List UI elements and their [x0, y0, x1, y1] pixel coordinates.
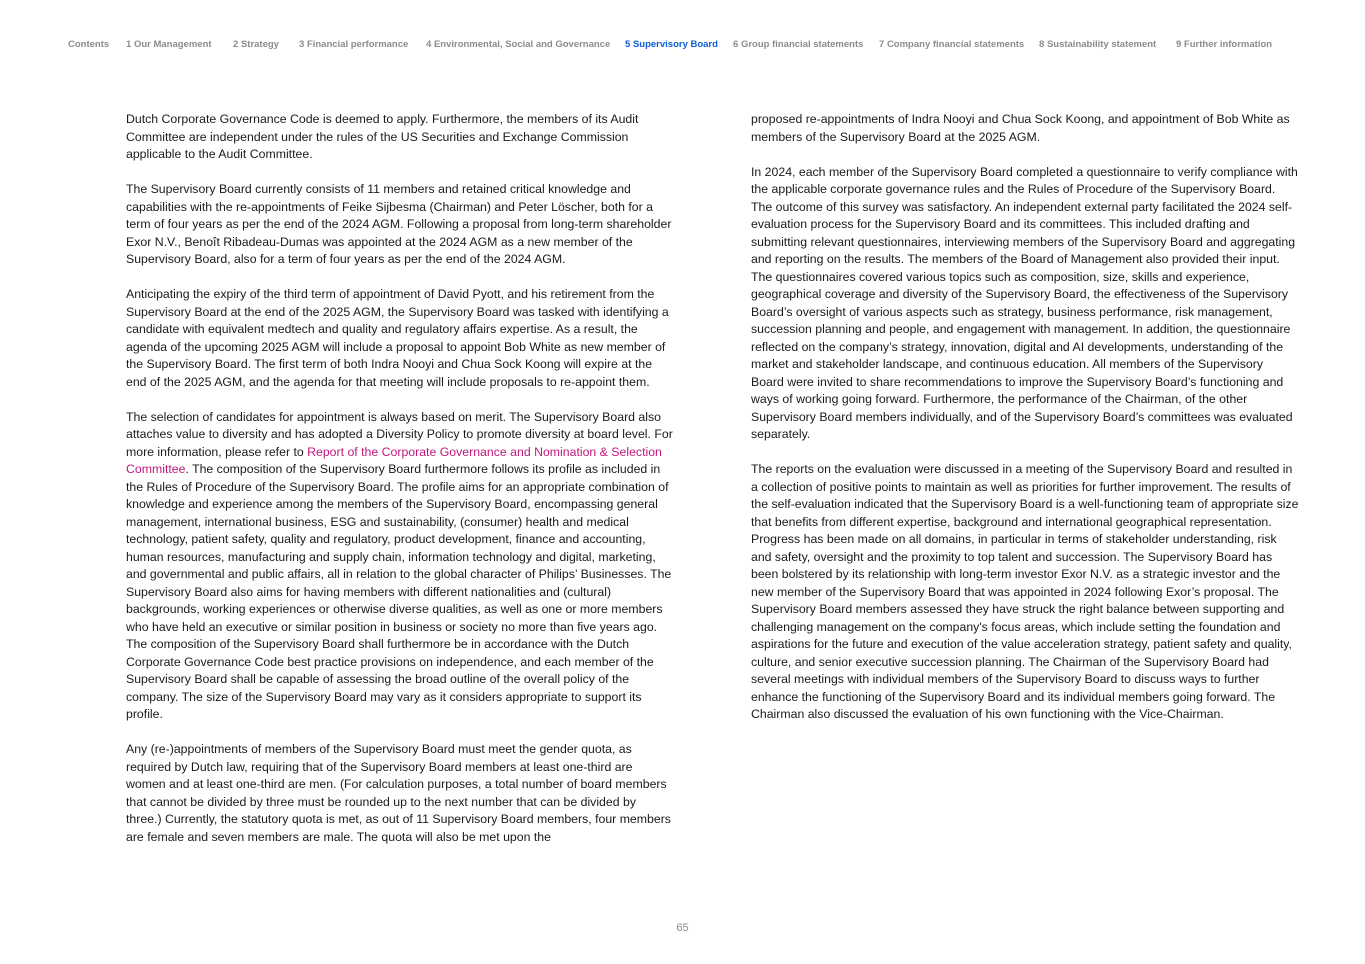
nav-label: Group financial statements [740, 39, 864, 50]
nav-label: Strategy [240, 39, 279, 50]
nav-label: Environmental, Social and Governance [433, 39, 611, 50]
nav-label: Our Management [133, 39, 212, 50]
paragraph: Anticipating the expiry of the third term of appointment of David Pyott, and his retirement from the Supervisory Board at the end of the 2025 AGM, the Supervisory Board was tasked with identifying a candidate with equivalent medtech and quality and regulatory affairs expertise. As a result, the agenda of the upcoming 2025 AGM will include a proposal to appoint Bob White as new member of the Supervisory Board. The first term of both Indra Nooyi and Chua Sock Koong will expire at the end of the 2025 AGM, and the agenda for that meeting will include proposals to re-appoint them. [126, 287, 669, 389]
top-navigation [0, 39, 1365, 53]
nav-number: 3 [299, 39, 305, 50]
nav-label: Financial performance [306, 39, 409, 50]
nav-number: 6 [733, 39, 739, 50]
nav-our-management[interactable] [126, 39, 212, 50]
nav-group-financial-statements[interactable] [733, 39, 863, 50]
nav-contents[interactable]: Contents [68, 39, 110, 50]
nav-strategy[interactable] [233, 39, 279, 50]
nav-financial-performance[interactable] [299, 39, 408, 50]
nav-label: Sustainability statement [1046, 39, 1157, 50]
nav-number: 5 [625, 39, 631, 50]
right-column [751, 111, 1299, 741]
nav-further-information[interactable] [1176, 39, 1272, 50]
nav-supervisory-board[interactable] [625, 39, 718, 50]
paragraph: The Supervisory Board currently consists of 11 members and retained critical knowledge and capabilities with the re-appointments of Feike Sijbesma (Chairman) and Peter Löscher, both for a term of four years as per the end of the 2024 AGM. Following a proposal from long-term shareholder Exor N.V., Benoît Ribadeau-Dumas was appointed at the 2024 AGM as a new member of the Supervisory Board, also for a term of four years as per the end of the 2024 AGM. [126, 182, 672, 266]
nav-number: 4 [426, 39, 432, 50]
paragraph: Any (re-)appointments of members of the Supervisory Board must meet the gender quota, as required by Dutch law, requiring that of the Supervisory Board members at least one-third are women and at least one-third are men. (For calculation purposes, a total number of board members that cannot be divided by three must be rounded up to the next number that can be divided by three.) Currently, the statutory quota is met, as out of 11 Supervisory Board members, four members are female and seven members are male. The quota will also be met upon the [126, 742, 671, 844]
nav-label: Company financial statements [886, 39, 1025, 50]
left-column [126, 111, 674, 864]
nav-number: 1 [126, 39, 132, 50]
nav-label: Supervisory Board [632, 39, 718, 50]
paragraph: The reports on the evaluation were discussed in a meeting of the Supervisory Board and resulted in a collection of positive points to maintain as well as priorities for further improvement. The results of the self-evaluation indicated that the Supervisory Board is a well-functioning team of appropriate size that benefits from different expertise, background and international geographical representation. Progress has been made on all domains, in particular in terms of stakeholder understanding, risk and safety, oversight and the proximity to top talent and succession. The Supervisory Board has been bolstered by its relationship with long-term investor Exor N.V. as a strategic investor and the new member of the Supervisory Board that was appointed in 2024 following Exor’s proposal. The Supervisory Board members assessed they have struck the right balance between supporting and challenging management on the company's focus areas, which include setting the foundation and aspirations for the future and execution of the value acceleration strategy, patient safety and quality, culture, and senior executive succession planning. The Chairman of the Supervisory Board had several meetings with individual members of the Supervisory Board to discuss ways to further enhance the functioning of the Supervisory Board and its individual members going forward. The Chairman also discussed the evaluation of his own functioning with the Vice-Chairman. [751, 462, 1299, 721]
nav-number: 2 [233, 39, 239, 50]
paragraph-text: . The composition of the Supervisory Board furthermore follows its profile as included in the Rules of Procedure of the Supervisory Board. The profile aims for an appropriate combination of knowledge and experience among the members of the Supervisory Board, encompassing general management, international business, ESG and sustainability, (consumer) health and medical technology, patient safety, quality and regulatory, product development, finance and accounting, human resources, manufacturing and supply chain, information technology and digital, marketing, and governmental and public affairs, all in relation to the global character of Philips’ Businesses. The Supervisory Board also aims for having members with different nationalities and (cultural) backgrounds, working experiences or otherwise diverse qualities, as well as one or more members who have held an executive or similar position in business or society no more than five years ago. The composition of the Supervisory Board shall furthermore be in accordance with the Dutch Corporate Governance Code best practice provisions on independence, and each member of the Supervisory Board shall be capable of assessing the broad outline of the overall policy of the company. The size of the Supervisory Board may vary as it considers appropriate to support its profile. [126, 462, 672, 721]
governance-report-link[interactable]: Report of the Corporate Governance and Nomination & Selection Committee [126, 444, 662, 476]
paragraph-text: The selection of candidates for appointment is always based on merit. The Supervisory Board also attaches value to diversity and has adopted a Diversity Policy to promote diversity at board level. For more information, please refer to [126, 409, 673, 459]
paragraph: proposed re-appointments of Indra Nooyi and Chua Sock Koong, and appointment of Bob White as members of the Supervisory Board at the 2025 AGM. [751, 112, 1290, 144]
nav-company-financial-statements[interactable] [879, 39, 1024, 50]
nav-label: Further information [1183, 39, 1273, 50]
paragraph: In 2024, each member of the Supervisory Board completed a questionnaire to verify compliance with the applicable corporate governance rules and the Rules of Procedure of the Supervisory Board. The outcome of this survey was satisfactory. An independent external party facilitated the 2024 self-evaluation process for the Supervisory Board and its committees. This included drafting and submitting relevant questionnaires, interviewing members of the Supervisory Board and aggregating and reporting on the results. The members of the Board of Management also provided their input. The questionnaires covered various topics such as composition, size, skills and experience, geographical coverage and diversity of the Supervisory Board, the effectiveness of the Supervisory Board’s oversight of various aspects such as strategy, business performance, risk management, succession planning and people, and engagement with management. In addition, the questionnaire reflected on the company’s strategy, innovation, digital and AI developments, understanding of the market and stakeholder landscape, and continuous education. All members of the Supervisory Board were invited to share recommendations to improve the Supervisory Board’s functioning and ways of working going forward. Furthermore, the performance of the Chairman, of the other Supervisory Board members individually, and of the Supervisory Board’s committees was evaluated separately. [751, 164, 1298, 441]
nav-number: 8 [1039, 39, 1045, 50]
paragraph: Dutch Corporate Governance Code is deemed to apply. Furthermore, the members of its Audit Committee are independent under the rules of the US Securities and Exchange Commission applicable to the Audit Committee. [126, 112, 639, 161]
nav-number: 9 [1176, 39, 1182, 50]
paragraph-with-link [126, 409, 674, 724]
nav-esg[interactable] [426, 39, 610, 50]
nav-sustainability-statement[interactable] [1039, 39, 1156, 50]
nav-number: 7 [879, 39, 885, 50]
page-number: 65 [676, 922, 689, 934]
